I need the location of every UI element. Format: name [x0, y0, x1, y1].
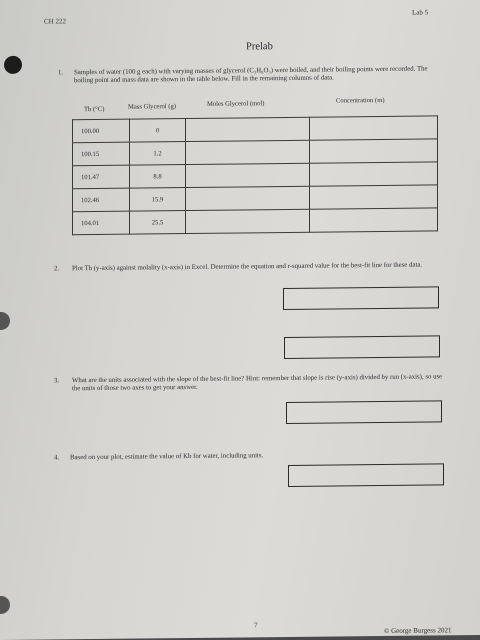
moles-cell[interactable] — [186, 209, 310, 233]
tb-cell: 100.15 — [73, 142, 130, 166]
tb-cell: 102.46 — [73, 188, 130, 212]
mass-cell: 1.2 — [130, 142, 186, 166]
data-table — [72, 115, 438, 235]
mass-cell: 25.5 — [130, 211, 186, 235]
concentration-cell[interactable] — [310, 185, 438, 209]
r-squared-answer-box[interactable] — [284, 335, 440, 359]
binder-hole — [4, 56, 22, 74]
q4-number: 4. — [54, 454, 60, 462]
lab-number: Lab 5 — [412, 8, 429, 17]
equation-answer-box[interactable] — [283, 286, 439, 310]
col-header-mass: Mass Glycerol (g) — [128, 103, 176, 111]
kb-answer-box[interactable] — [288, 463, 444, 487]
q3-number: 3. — [54, 377, 60, 385]
page-number: 7 — [254, 621, 258, 630]
moles-cell[interactable] — [186, 163, 310, 187]
col-header-tb: Tb (°C) — [84, 105, 105, 114]
concentration-cell[interactable] — [310, 208, 438, 232]
binder-hole — [0, 596, 10, 614]
concentration-cell[interactable] — [310, 162, 438, 186]
table-row — [73, 208, 438, 235]
tb-cell: 101.47 — [73, 165, 130, 189]
mass-cell: 15.9 — [130, 188, 186, 212]
moles-cell[interactable] — [186, 140, 310, 164]
mass-cell: 8.8 — [130, 165, 186, 189]
slope-units-answer-box[interactable] — [286, 400, 442, 424]
col-header-moles: Moles Glycerol (mol) — [207, 100, 265, 108]
concentration-cell[interactable] — [310, 116, 438, 140]
col-header-concentration: Concentration (m) — [336, 96, 385, 105]
tb-cell: 100.00 — [73, 119, 130, 143]
tb-cell: 104.01 — [73, 211, 130, 235]
q4-text: Based on your plot, estimate the value of Kb for water, including units. — [70, 452, 264, 462]
course-code: CH 222 — [44, 17, 66, 26]
q1-number: 1. — [58, 69, 64, 77]
q2-text: Plot Tb (y-axis) against molality (x-axis) in Excel. Determine the equation and r-squared value for the best-fit line for these data. — [72, 261, 423, 273]
concentration-cell[interactable] — [310, 139, 438, 163]
q3-text: What are the units associated with the slope of the best-fit line? Hint: remember that slope is rise (y-axis) divided by run (x-axis), so use the units of those two axes to get your answer. — [72, 373, 443, 393]
copyright-notice: © George Burgess 2021 — [384, 626, 452, 635]
page-title: Prelab — [246, 41, 273, 53]
q1-text: Samples of water (100 g each) with varying masses of glycerol (C₃H₈O₃) were boiled, and their boiling points were recorded. The boiling point and mass data are shown in the table below. Fill in the remaining columns of data. — [74, 65, 428, 85]
binder-hole — [0, 312, 10, 330]
moles-cell[interactable] — [186, 186, 310, 210]
moles-cell[interactable] — [186, 117, 310, 141]
q2-number: 2. — [54, 265, 60, 273]
mass-cell: 0 — [130, 119, 186, 143]
